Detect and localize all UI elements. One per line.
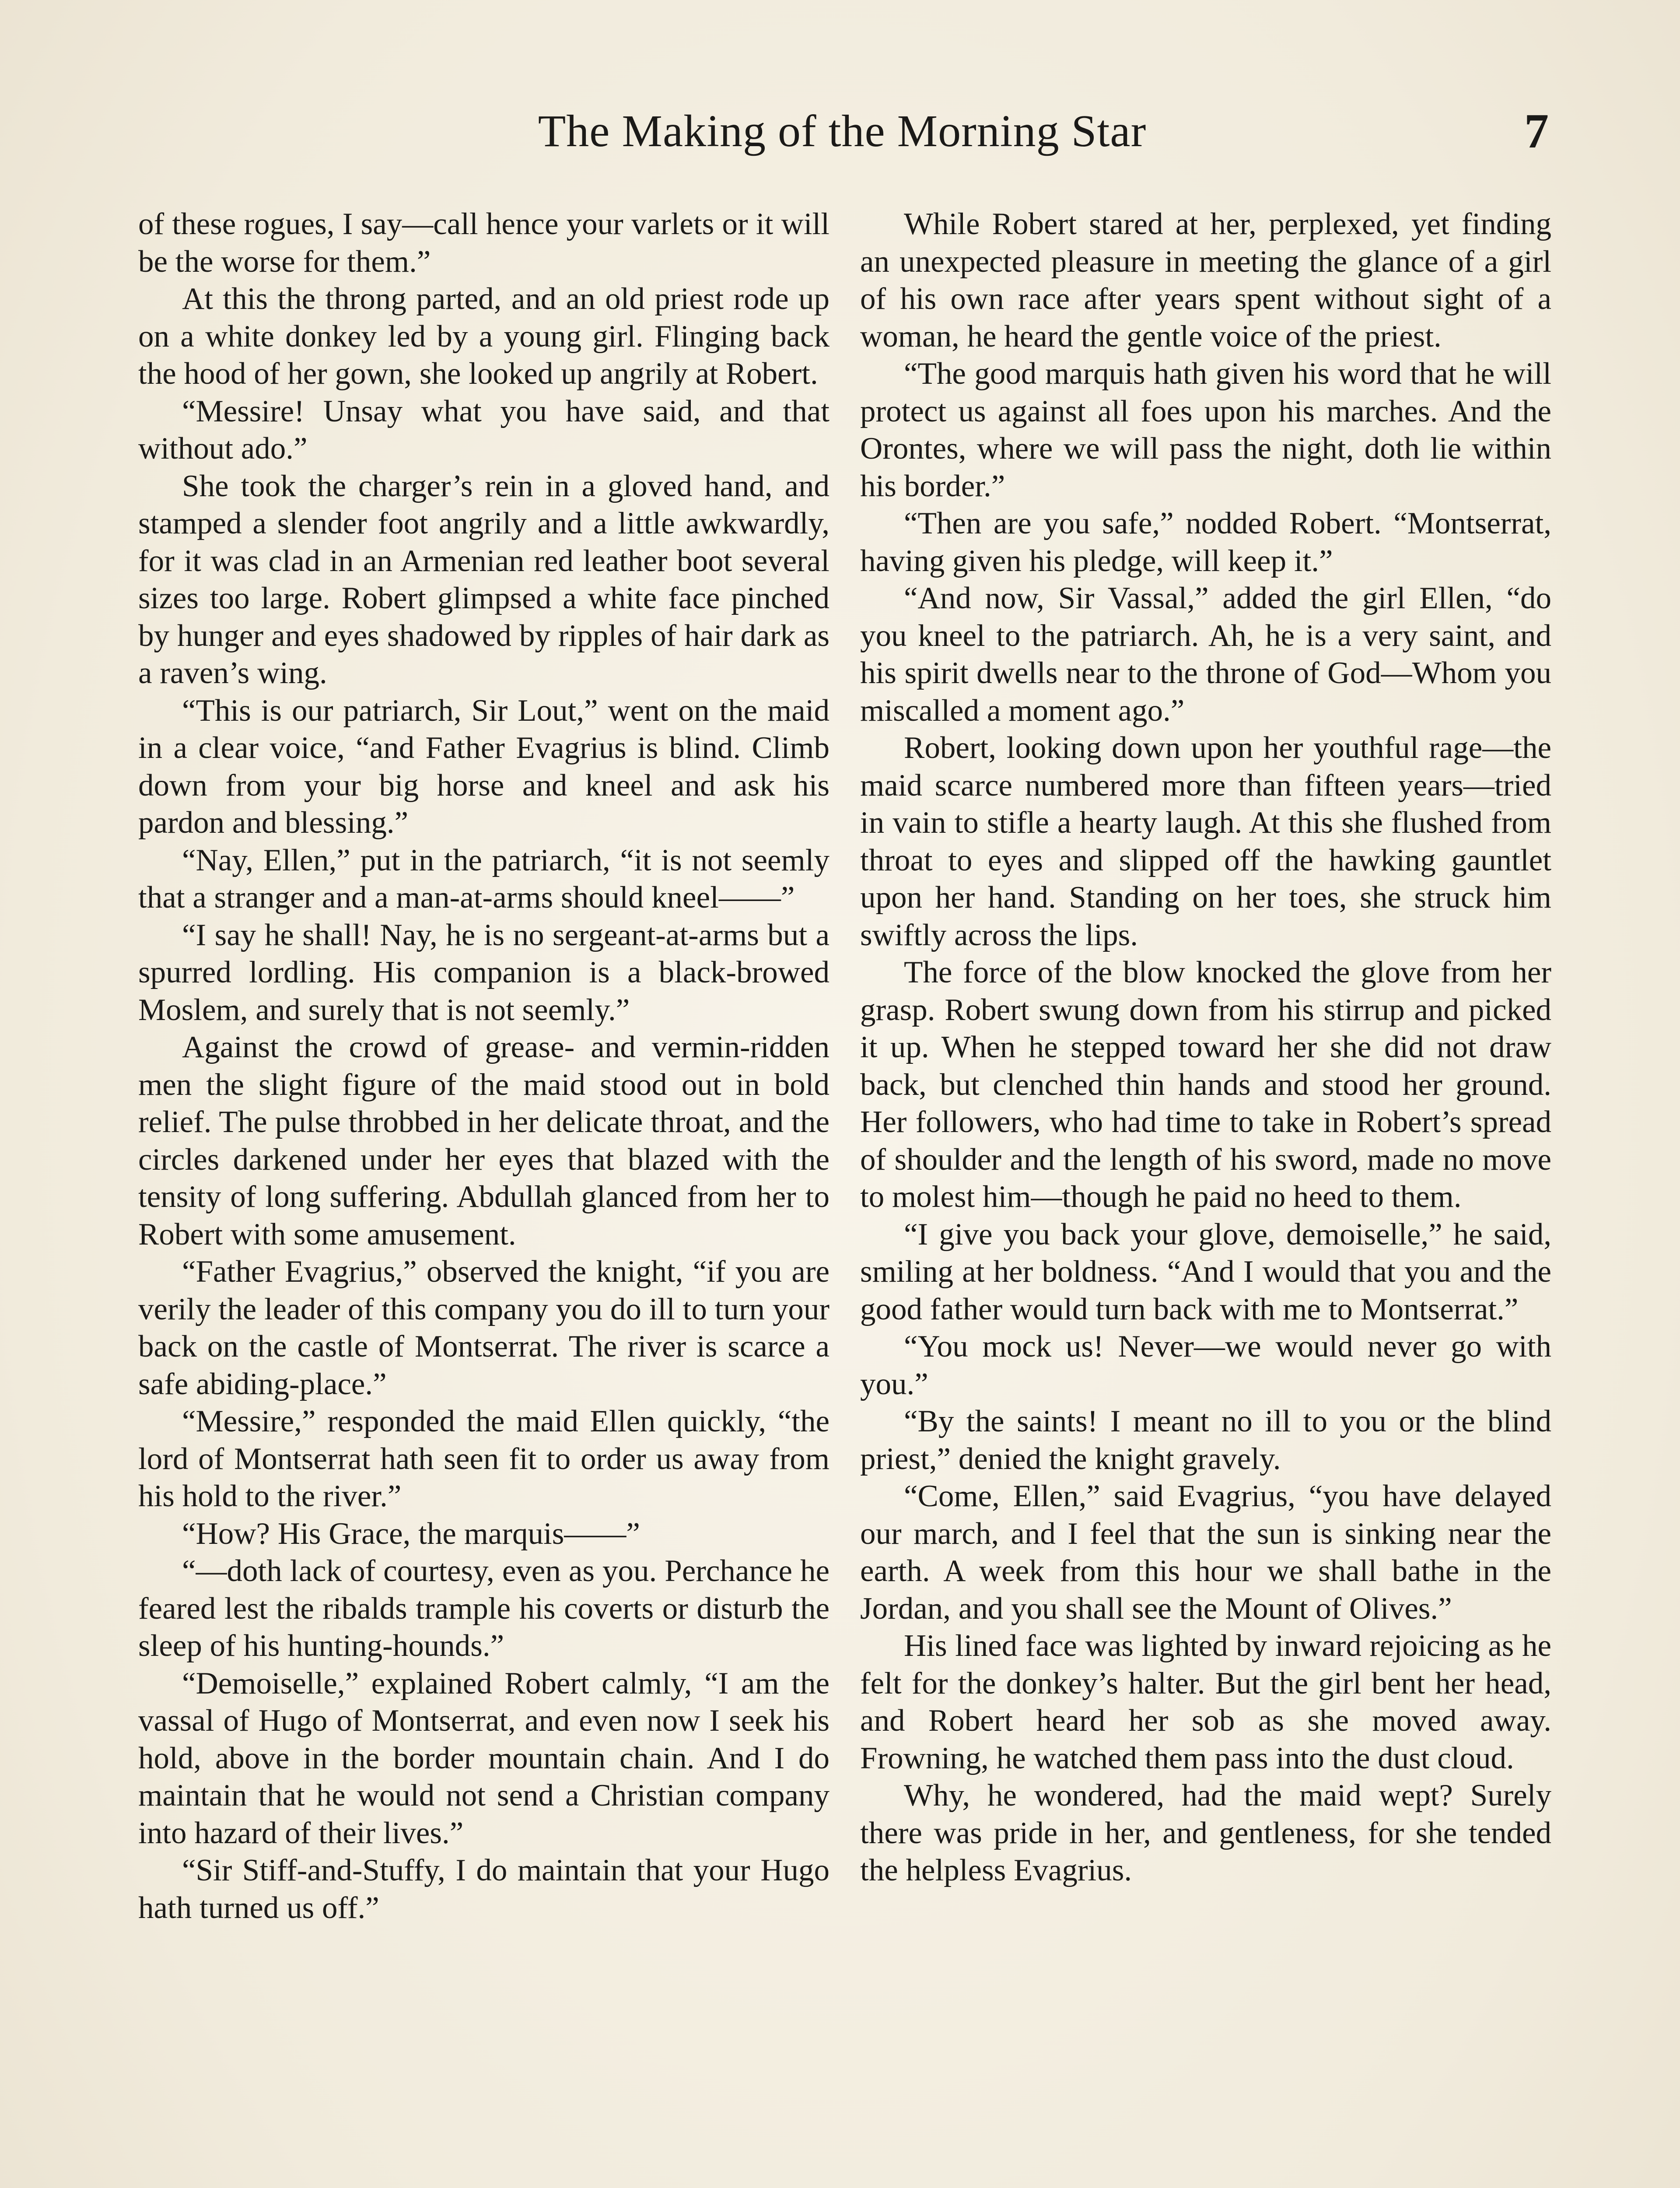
paragraph: Why, he wondered, had the maid wept? Surely there was pride in her, and gentleness, for she tended the helpless Evagrius.: [860, 1778, 1551, 1887]
paragraph: “—doth lack of courtesy, even as you. Perchance he feared lest the ribalds trample his coverts or disturb the sleep of his hunting-hounds.”: [138, 1554, 830, 1663]
paragraph: of these rogues, I say—call hence your varlets or it will be the worse for them.”: [138, 207, 830, 279]
paragraph: “Then are you safe,” nodded Robert. “Montserrat, having given his pledge, will keep it.”: [860, 506, 1551, 578]
page-number: 7: [1524, 104, 1549, 158]
paragraph: “Sir Stiff-and-Stuffy, I do maintain that your Hugo hath turned us off.”: [138, 1853, 830, 1925]
paragraph: “The good marquis hath given his word that he will protect us against all foes upon his marches. And the Orontes, where we will pass the night, doth lie within his border.”: [860, 357, 1551, 503]
page-header: [136, 101, 1549, 175]
right-text-column: [860, 206, 1551, 1890]
left-text-column: [138, 206, 830, 1927]
running-title: The Making of the Morning Star: [538, 106, 1147, 156]
paragraph: While Robert stared at her, perplexed, yet finding an unexpected pleasure in meeting the glance of a girl of his own race after years spent without sight of a woman, he heard the gentle voice of the priest.: [860, 207, 1551, 354]
paragraph: “By the saints! I meant no ill to you or the blind priest,” denied the knight gravely.: [860, 1404, 1551, 1476]
paragraph: “Demoiselle,” explained Robert calmly, “I am the vassal of Hugo of Montserrat, and even now I seek his hold, above in the border mountain chain. And I do maintain that he would not send a Christian company into hazard of their lives.”: [138, 1666, 830, 1850]
paragraph: “Messire! Unsay what you have said, and that without ado.”: [138, 394, 830, 466]
paragraph: “I say he shall! Nay, he is no sergeant-at-arms but a spurred lordling. His companion is a black-browed Moslem, and surely that is not seemly.”: [138, 918, 830, 1027]
paragraph: His lined face was lighted by inward rejoicing as he felt for the donkey’s halter. But the girl bent her head, and Robert heard her sob as she moved away. Frowning, he watched them pass into the dust cloud.: [860, 1629, 1551, 1775]
paragraph: “I give you back your glove, demoiselle,” he said, smiling at her boldness. “And I would that you and the good father would turn back with me to Montserrat.”: [860, 1217, 1551, 1326]
paragraph: “Come, Ellen,” said Evagrius, “you have delayed our march, and I feel that the sun is sinking near the earth. A week from this hour we shall bathe in the Jordan, and you shall see the Mount of Olives.”: [860, 1479, 1551, 1626]
paragraph: “And now, Sir Vassal,” added the girl Ellen, “do you kneel to the patriarch. Ah, he is a very saint, and his spirit dwells near to the throne of God—Whom you miscalled a moment ago.”: [860, 581, 1551, 728]
paragraph: “You mock us! Never—we would never go with you.”: [860, 1329, 1551, 1401]
paragraph: “Nay, Ellen,” put in the patriarch, “it is not seemly that a stranger and a man-at-arms should kneel——”: [138, 843, 830, 915]
paragraph: At this the throng parted, and an old priest rode up on a white donkey led by a young girl. Flinging back the hood of her gown, she looked up angrily at Robert.: [138, 282, 830, 391]
paragraph: She took the charger’s rein in a gloved hand, and stamped a slender foot angrily and a little awkwardly, for it was clad in an Armenian red leather boot several sizes too large. Robert glimpsed a white face pinched by hunger and eyes shadowed by ripples of hair dark as a raven’s wing.: [138, 469, 830, 690]
paragraph: “This is our patriarch, Sir Lout,” went on the maid in a clear voice, “and Father Evagrius is blind. Climb down from your big horse and kneel and ask his pardon and blessing.”: [138, 693, 830, 840]
paragraph: Robert, looking down upon her youthful rage—the maid scarce numbered more than fifteen years—tried in vain to stifle a hearty laugh. At this she flushed from throat to eyes and slipped off the hawking gauntlet upon her hand. Standing on her toes, she struck him swiftly across the lips.: [860, 731, 1551, 952]
paragraph: “How? His Grace, the marquis——”: [182, 1516, 640, 1551]
paragraph: “Father Evagrius,” observed the knight, “if you are verily the leader of this company you do ill to turn your back on the castle of Montserrat. The river is scarce a safe abiding-place.”: [138, 1255, 830, 1401]
paragraph: “Messire,” responded the maid Ellen quickly, “the lord of Montserrat hath seen fit to order us away from his hold to the river.”: [138, 1404, 830, 1513]
paragraph: The force of the blow knocked the glove from her grasp. Robert swung down from his stirrup and picked it up. When he stepped toward her she did not draw back, but clenched thin hands and stood her ground. Her followers, who had time to take in Robert’s spread of shoulder and the length of his sword, made no move to molest him—though he paid no heed to them.: [860, 955, 1551, 1214]
paragraph: Against the crowd of grease- and vermin-ridden men the slight figure of the maid stood out in bold relief. The pulse throbbed in her delicate throat, and the circles darkened under her eyes that blazed with the tensity of long suffering. Abdullah glanced from her to Robert with some amusement.: [138, 1030, 830, 1252]
